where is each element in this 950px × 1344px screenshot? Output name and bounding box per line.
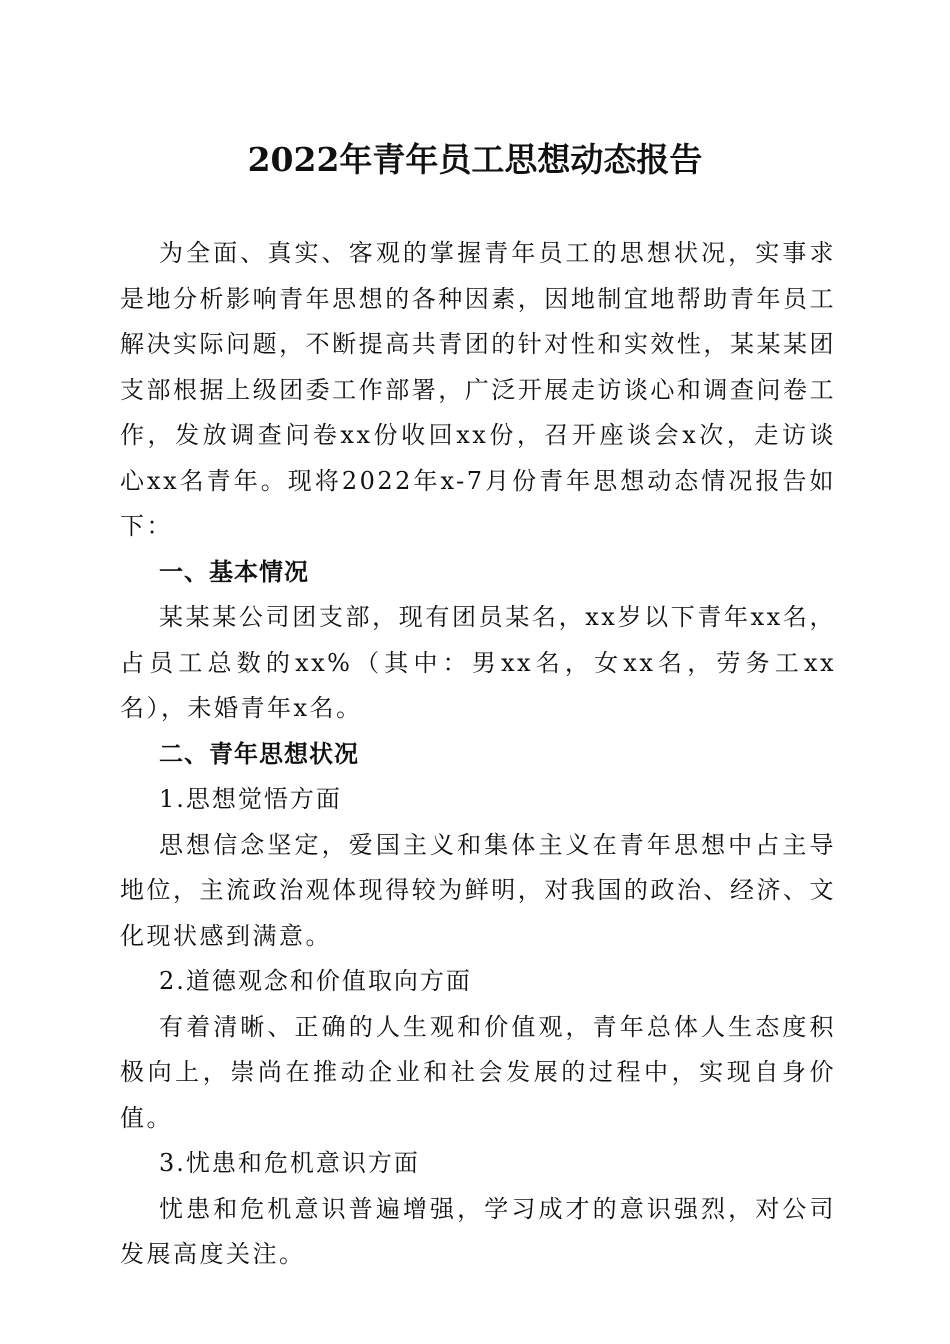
crisis-awareness-paragraph: 忧患和危机意识普遍增强，学习成才的意识强烈，对公司发展高度关注。: [120, 1194, 836, 1268]
section-heading-youth-thought: 二、青年思想状况: [159, 739, 359, 768]
moral-values-paragraph: 有着清晰、正确的人生观和价值观，青年总体人生态度积极向上，崇尚在推动企业和社会发展的过程中，实现自身价值。: [120, 1012, 836, 1132]
section-heading-basic-info: 一、基本情况: [159, 557, 309, 586]
subheading-ideological-awareness: 1.思想觉悟方面: [159, 785, 342, 813]
subheading-crisis-awareness: 3.忧患和危机意识方面: [159, 1149, 420, 1177]
document-body: [120, 231, 836, 1278]
ideological-awareness-paragraph: 思想信念坚定，爱国主义和集体主义在青年思想中占主导地位，主流政治观体现得较为鲜明，对我国的政治、经济、文化现状感到满意。: [120, 830, 836, 950]
intro-paragraph: 为全面、真实、客观的掌握青年员工的思想状况，实事求是地分析影响青年思想的各种因素，因地制宜地帮助青年员工解决实际问题，不断提高共青团的针对性和实效性，某某某团支部根据上级团委工作部署，广泛开展走访谈心和调查问卷工作，发放调查问卷xx份收回xx份，召开座谈会x次，走访谈心xx名青年。现将2022年x-7月份青年思想动态情况报告如下：: [120, 239, 836, 540]
basic-info-paragraph: 某某某公司团支部，现有团员某名，xx岁以下青年xx名，占员工总数的xx%（其中：男xx名，女xx名，劳务工xx名），未婚青年x名。: [120, 603, 836, 722]
subheading-moral-values: 2.道德观念和价值取向方面: [159, 967, 472, 995]
document-title: 2022年青年员工思想动态报告: [247, 140, 703, 179]
